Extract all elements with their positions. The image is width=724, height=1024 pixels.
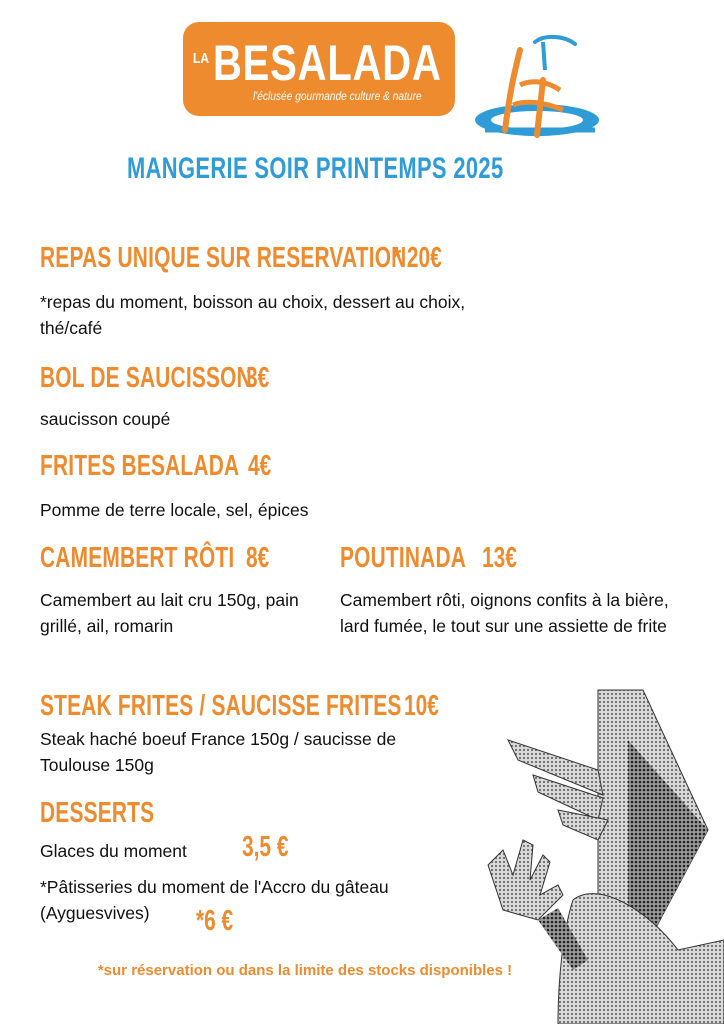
price-frites: 4€: [248, 450, 272, 482]
logo-prefix: LA: [193, 50, 209, 67]
desc-patisseries: *Pâtisseries du moment de l'Accro du gâteau (Ayguesvives): [40, 877, 389, 923]
logo-name: BESALADA: [213, 35, 442, 91]
price-patisseries: *6 €: [196, 905, 234, 937]
section-title-steak: STEAK FRITES / SAUCISSE FRITES: [40, 690, 402, 722]
section-title-desserts: DESSERTS: [40, 797, 155, 829]
price-bol: 3€: [246, 362, 270, 394]
price-poutinada: 13€: [482, 542, 517, 574]
desc-camembert: Camembert au lait cru 150g, pain grillé, ail, romarin: [40, 590, 299, 636]
desc-glaces: Glaces du moment: [40, 841, 187, 861]
lock-illustration-icon: [465, 30, 605, 148]
footer-note: *sur réservation ou dans la limite des stocks disponibles !: [97, 962, 513, 979]
section-title-poutinada: POUTINADA: [340, 542, 467, 574]
price-steak: 10€: [404, 690, 439, 722]
section-title-frites: FRITES BESALADA: [40, 450, 240, 482]
price-glaces: 3,5 €: [242, 831, 289, 863]
desc-frites: Pomme de terre locale, sel, épices: [40, 500, 309, 520]
price-camembert: 8€: [246, 542, 270, 574]
desc-steak: Steak haché boeuf France 150g / saucisse de Toulouse 150g: [40, 729, 397, 775]
desc-poutinada: Camembert rôti, oignons confits à la bière, lard fumée, le tout sur une assiette de frite: [340, 590, 669, 636]
logo: [183, 22, 455, 120]
section-title-camembert: CAMEMBERT RÔTI: [40, 542, 235, 574]
page-title: MANGERIE SOIR PRINTEMPS 2025: [127, 152, 504, 185]
desc-bol: saucisson coupé: [40, 409, 171, 429]
section-title-bol: BOL DE SAUCISSON: [40, 362, 252, 394]
section-title-repas: REPAS UNIQUE SUR RESERVATION: [40, 242, 407, 274]
logo-tagline: l'éclusée gourmande culture & nature: [253, 89, 422, 103]
desc-repas: *repas du moment, boisson au choix, dessert au choix, thé/café: [40, 292, 466, 338]
price-repas: * 20€: [393, 242, 442, 274]
